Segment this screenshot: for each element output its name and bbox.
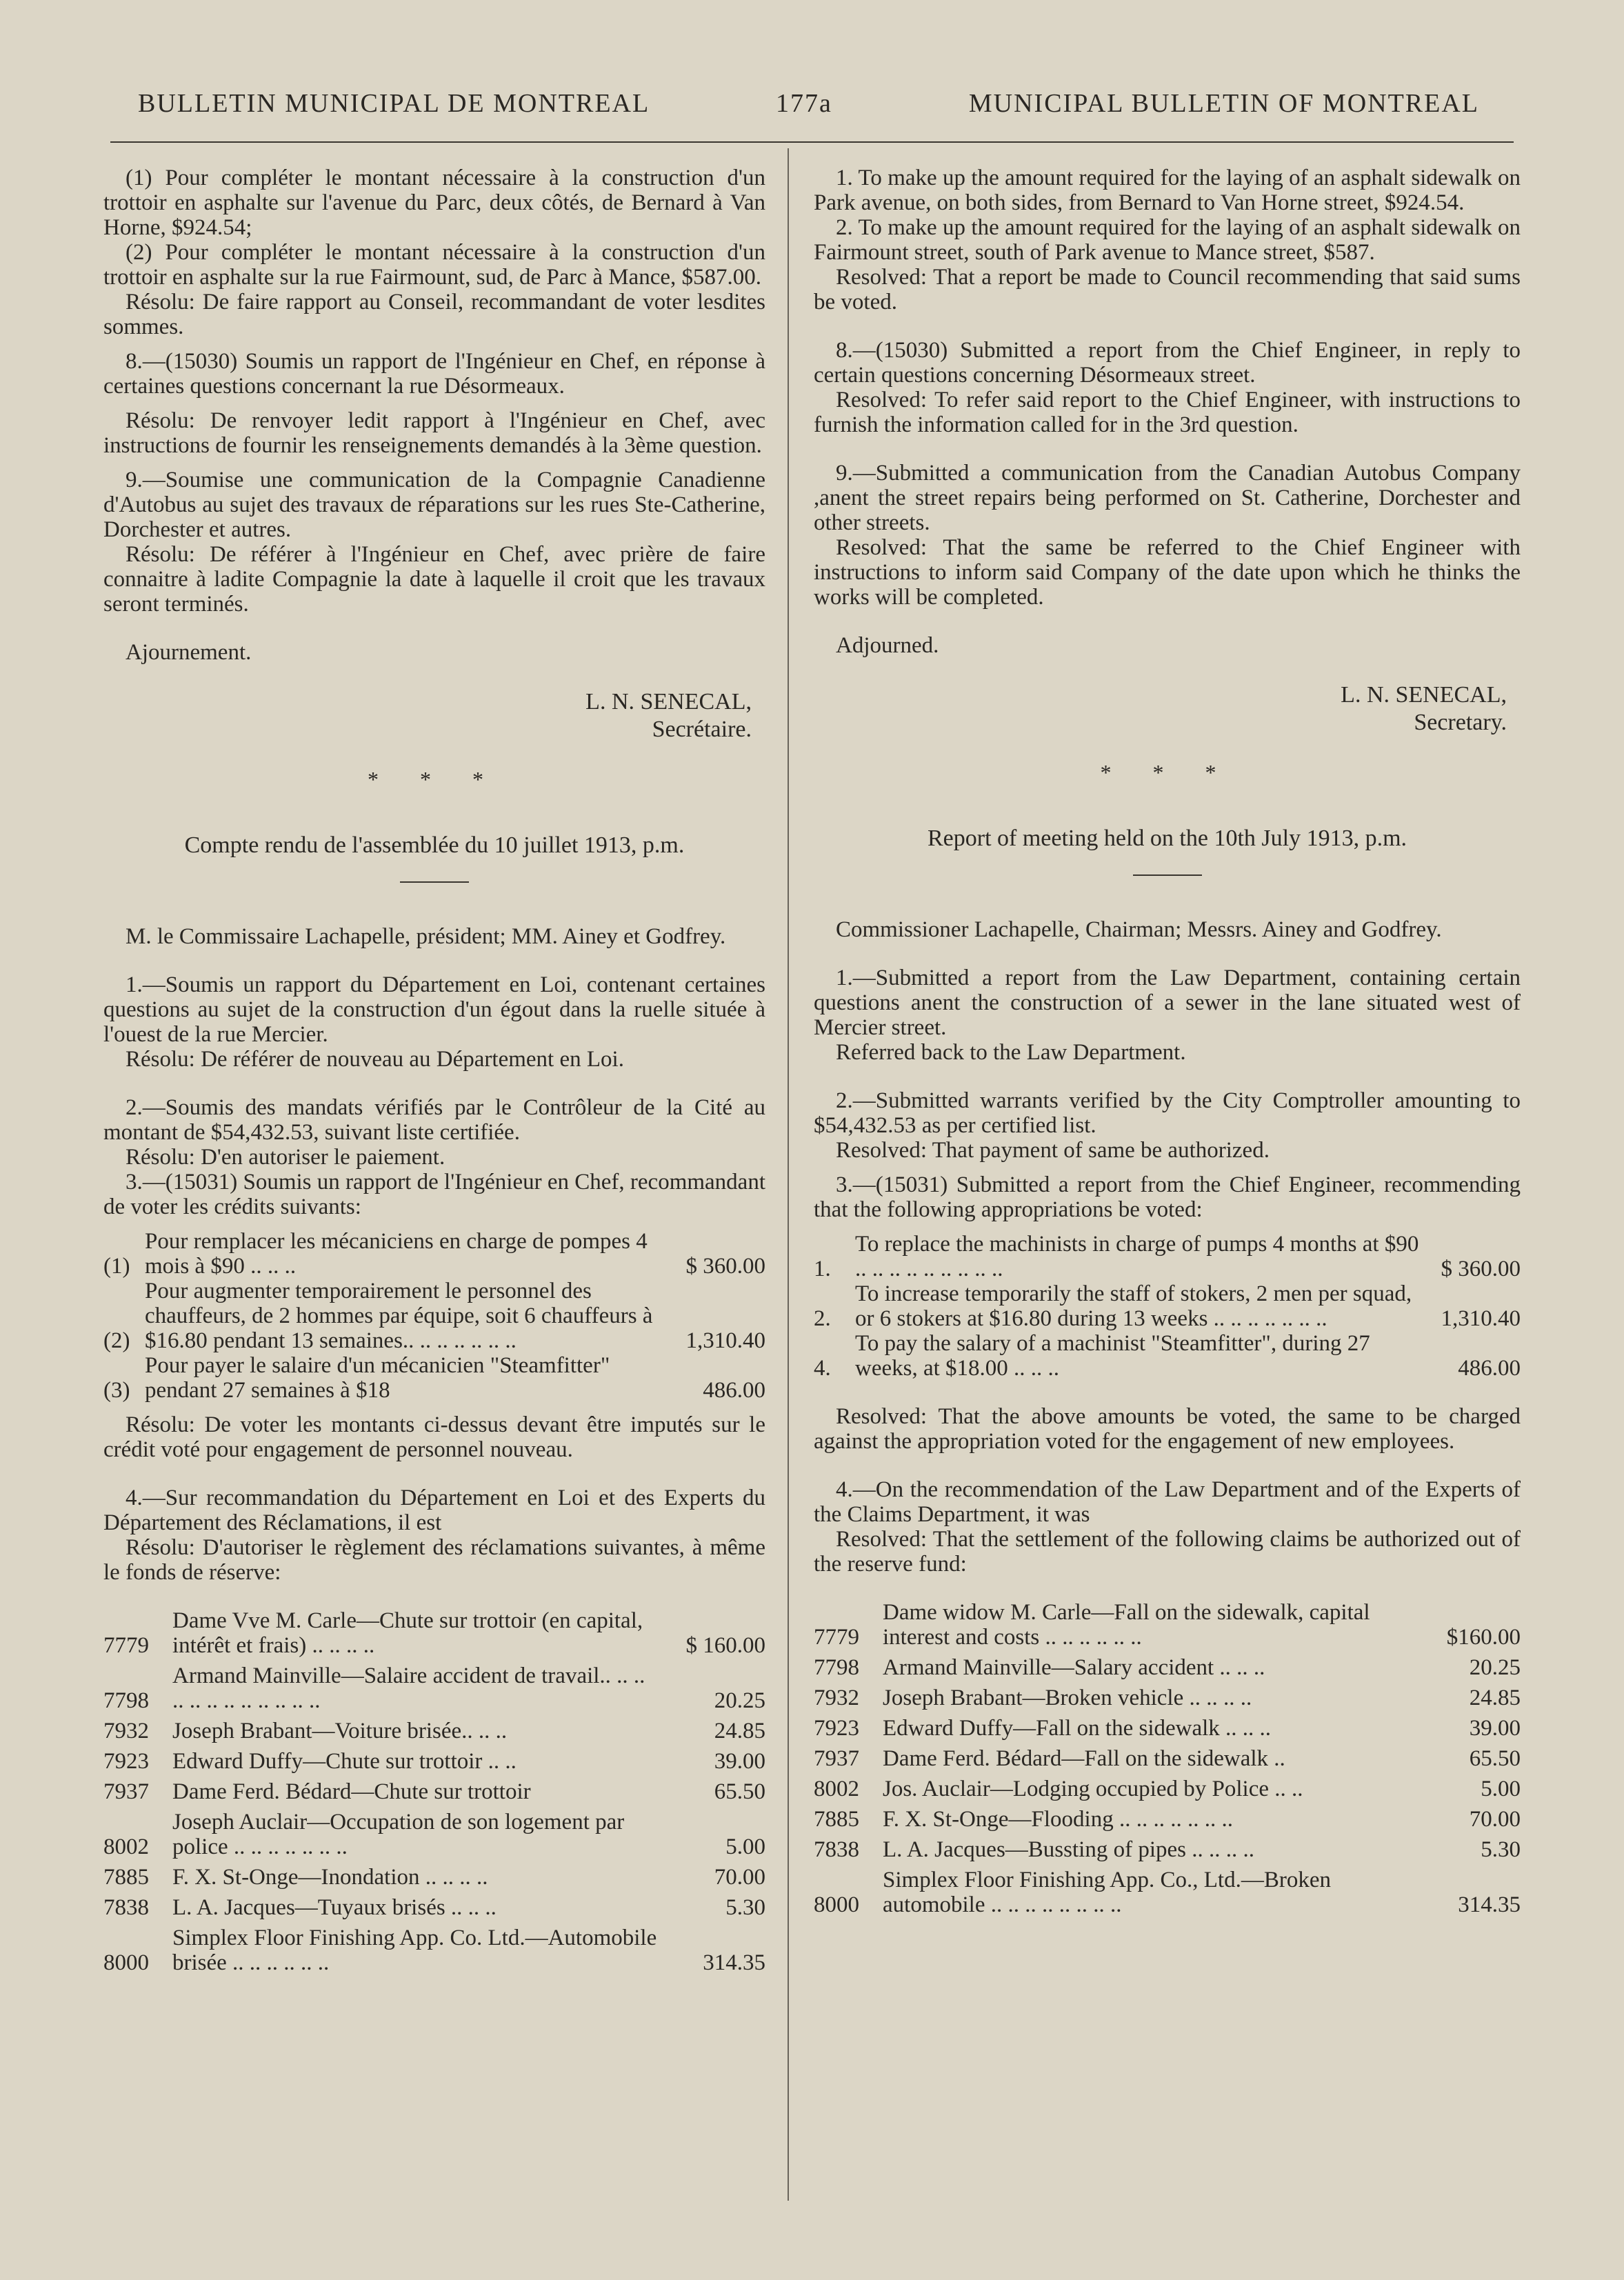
claim-number: 7885 <box>103 1865 149 1890</box>
list-item <box>103 1719 765 1743</box>
fr-paragraph: 1.—Soumis un rapport du Département en Loi, contenant certaines questions au sujet de la construction d'un égout dans la ruelle située à l'ouest de la rue Mercier. <box>103 972 765 1047</box>
claim-description: Dame Ferd. Bédard—Chute sur trottoir <box>172 1779 531 1804</box>
claim-amount: 20.25 <box>714 1688 765 1713</box>
item-number: (1) <box>103 1254 130 1279</box>
list-item <box>814 1655 1521 1680</box>
claim-amount: 5.00 <box>725 1834 765 1859</box>
fr-signature-title: Secrétaire. <box>652 717 752 742</box>
list-item <box>103 1608 765 1658</box>
claim-amount: 65.50 <box>1469 1746 1521 1771</box>
list-item <box>814 1686 1521 1710</box>
en-paragraph: Resolved: That the settlement of the following claims be authorized out of the reserve fund: <box>814 1527 1521 1577</box>
english-column <box>814 166 1521 1923</box>
claim-number: 7838 <box>103 1895 149 1920</box>
fr-claims-list <box>103 1608 765 1975</box>
fr-paragraph: 9.—Soumise une communication de la Compagnie Canadienne d'Autobus au sujet des travaux de réparations sur les rues Ste-Catherine, Dorchester et autres. <box>103 468 765 542</box>
claim-number: 7932 <box>103 1719 149 1743</box>
fr-paragraph: 3.—(15031) Soumis un rapport de l'Ingénieur en Chef, recommandant de voter les crédits suivants: <box>103 1170 765 1219</box>
claim-description: Dame Vve M. Carle—Chute sur trottoir (en capital, intérêt et frais) .. .. .. .. <box>172 1608 643 1658</box>
en-appropriation-list <box>814 1232 1521 1381</box>
list-item <box>103 1279 765 1353</box>
en-section-stars: * * * <box>1100 760 1234 785</box>
claim-number: 7838 <box>814 1837 859 1862</box>
item-number: 2. <box>814 1306 831 1331</box>
fr-paragraph: Résolu: De faire rapport au Conseil, recommandant de voter lesdites sommes. <box>103 290 765 339</box>
claim-amount: $ 160.00 <box>685 1633 765 1658</box>
item-amount: 1,310.40 <box>1441 1306 1521 1331</box>
claim-description: F. X. St-Onge—Flooding .. .. .. .. .. .. .. <box>883 1807 1233 1832</box>
fr-paragraph: (2) Pour compléter le montant nécessaire à la construction d'un trottoir en asphalte sur la rue Fairmount, sud, de Parc à Mance, $587.00. <box>103 240 765 290</box>
claim-amount: 70.00 <box>714 1865 765 1890</box>
claim-number: 7923 <box>103 1749 149 1774</box>
claim-number: 7932 <box>814 1686 859 1710</box>
claim-number: 7798 <box>814 1655 859 1680</box>
claim-amount: 39.00 <box>714 1749 765 1774</box>
fr-adjournment: Ajournement. <box>126 640 252 665</box>
list-item <box>103 1353 765 1403</box>
en-paragraph: 2.—Submitted warrants verified by the City Comptroller amounting to $54,432.53 as per certified list. <box>814 1088 1521 1138</box>
en-paragraph: 1. To make up the amount required for the laying of an asphalt sidewalk on Park avenue, on both sides, from Bernard to Van Horne street, $924.54. <box>814 166 1521 215</box>
claim-number: 8000 <box>103 1950 149 1975</box>
item-number: 4. <box>814 1356 831 1381</box>
claim-number: 8000 <box>814 1892 859 1917</box>
item-amount: 486.00 <box>1458 1356 1521 1381</box>
claim-description: Dame widow M. Carle—Fall on the sidewalk, capital interest and costs .. .. .. .. .. .. <box>883 1600 1370 1650</box>
item-description: To replace the machinists in charge of pumps 4 months at $90 .. .. .. .. .. .. .. .. .. <box>855 1232 1419 1281</box>
claim-amount: 24.85 <box>1469 1686 1521 1710</box>
claim-number: 7779 <box>103 1633 149 1658</box>
en-paragraph: 8.—(15030) Submitted a report from the Chief Engineer, in reply to certain questions concerning Désormeaux street. <box>814 338 1521 388</box>
fr-paragraph: Résolu: De référer à l'Ingénieur en Chef, avec prière de faire connaitre à ladite Compagnie la date à laquelle il croit que les travaux seront terminés. <box>103 542 765 617</box>
claim-amount: 5.30 <box>725 1895 765 1920</box>
list-item <box>814 1716 1521 1741</box>
fr-paragraph: 2.—Soumis des mandats vérifiés par le Contrôleur de la Cité au montant de $54,432.53, suivant liste certifiée. <box>103 1095 765 1145</box>
fr-paragraph: Résolu: D'en autoriser le paiement. <box>126 1145 445 1170</box>
en-paragraph: 2. To make up the amount required for the laying of an asphalt sidewalk on Fairmount street, south of Park avenue to Mance street, $587. <box>814 215 1521 265</box>
page-number: 177a <box>776 89 832 118</box>
en-paragraph: Resolved: That the same be referred to the Chief Engineer with instructions to inform said Company of the date upon which he thinks the works will be completed. <box>814 535 1521 610</box>
claim-amount: 65.50 <box>714 1779 765 1804</box>
fr-paragraph: Résolu: De référer de nouveau au Département en Loi. <box>126 1047 624 1072</box>
claim-amount: 314.35 <box>703 1950 765 1975</box>
fr-signature <box>103 688 765 743</box>
item-description: To increase temporarily the staff of stokers, 2 men per squad, or 6 stokers at $16.80 during 13 weeks .. .. .. .. .. .. .. <box>855 1281 1412 1331</box>
header-right-title: MUNICIPAL BULLETIN OF MONTREAL <box>968 89 1479 118</box>
claim-number: 7923 <box>814 1716 859 1741</box>
item-number: 1. <box>814 1257 831 1281</box>
en-paragraph: 1.—Submitted a report from the Law Department, containing certain questions anent the construction of a sewer in the lane situated west of Mercier street. <box>814 966 1521 1040</box>
page-header <box>103 88 1514 130</box>
claim-description: Armand Mainville—Salary accident .. .. .. <box>883 1655 1265 1680</box>
list-item <box>814 1331 1521 1381</box>
claim-description: Edward Duffy—Chute sur trottoir .. .. <box>172 1749 517 1774</box>
claim-number: 8002 <box>103 1834 149 1859</box>
list-item <box>103 1895 765 1920</box>
en-meeting-title: Report of meeting held on the 10th July 1913, p.m. <box>927 826 1407 851</box>
item-amount: $ 360.00 <box>685 1254 765 1279</box>
claim-amount: 70.00 <box>1469 1807 1521 1832</box>
fr-paragraph: Résolu: D'autoriser le règlement des réclamations suivantes, à même le fonds de réserve: <box>103 1535 765 1585</box>
fr-section-stars: * * * <box>368 767 501 792</box>
claim-amount: 24.85 <box>714 1719 765 1743</box>
claim-number: 7798 <box>103 1688 149 1713</box>
claim-description: Joseph Brabant—Broken vehicle .. .. .. .. <box>883 1686 1252 1710</box>
claim-description: Simplex Floor Finishing App. Co. Ltd.—Automobile brisée .. .. .. .. .. .. <box>172 1926 657 1975</box>
list-item <box>814 1807 1521 1832</box>
list-item <box>814 1868 1521 1917</box>
claim-number: 7885 <box>814 1807 859 1832</box>
claim-description: Joseph Brabant—Voiture brisée.. .. .. <box>172 1719 508 1743</box>
en-paragraph: Resolved: That payment of same be authorized. <box>836 1138 1270 1163</box>
item-description: Pour remplacer les mécaniciens en charge de pompes 4 mois à $90 .. .. .. <box>145 1229 648 1279</box>
claim-amount: $160.00 <box>1446 1625 1521 1650</box>
en-paragraph: Resolved: That the above amounts be voted, the same to be charged against the appropriation voted for the engagement of new employees. <box>814 1404 1521 1454</box>
list-item <box>814 1281 1521 1331</box>
en-paragraph: Referred back to the Law Department. <box>836 1040 1186 1065</box>
en-signature-name: L. N. SENECAL, <box>1341 682 1507 708</box>
header-rule <box>110 141 1514 143</box>
fr-paragraph: 8.—(15030) Soumis un rapport de l'Ingénieur en Chef, en réponse à certaines questions concernant la rue Désormeaux. <box>103 349 765 399</box>
column-divider <box>788 148 789 2201</box>
list-item <box>103 1779 765 1804</box>
list-item <box>814 1600 1521 1650</box>
claim-amount: 5.00 <box>1481 1777 1521 1801</box>
fr-meeting-title: Compte rendu de l'assemblée du 10 juillet 1913, p.m. <box>184 832 685 858</box>
claim-description: Edward Duffy—Fall on the sidewalk .. .. .. <box>883 1716 1272 1741</box>
en-signature <box>814 681 1521 737</box>
claim-description: L. A. Jacques—Tuyaux brisés .. .. .. <box>172 1895 497 1920</box>
claim-number: 7937 <box>103 1779 149 1804</box>
claim-number: 8002 <box>814 1777 859 1801</box>
claim-number: 7779 <box>814 1625 859 1650</box>
list-item <box>103 1865 765 1890</box>
claim-amount: 5.30 <box>1481 1837 1521 1862</box>
list-item <box>814 1837 1521 1862</box>
en-signature-title: Secretary. <box>1414 710 1507 735</box>
claim-description: L. A. Jacques—Bussting of pipes .. .. .. .. <box>883 1837 1254 1862</box>
fr-signature-name: L. N. SENECAL, <box>585 689 752 714</box>
claim-description: Joseph Auclair—Occupation de son logement par police .. .. .. .. .. .. .. <box>172 1810 625 1859</box>
list-item <box>103 1229 765 1279</box>
en-paragraph: 3.—(15031) Submitted a report from the Chief Engineer, recommending that the following appropriations be voted: <box>814 1172 1521 1222</box>
item-description: To pay the salary of a machinist "Steamfitter", during 27 weeks, at $18.00 .. .. .. <box>855 1331 1370 1381</box>
list-item <box>814 1746 1521 1771</box>
french-column <box>103 166 765 1981</box>
claim-amount: 314.35 <box>1458 1892 1521 1917</box>
item-amount: 486.00 <box>703 1378 765 1403</box>
claim-description: Dame Ferd. Bédard—Fall on the sidewalk .. <box>883 1746 1285 1771</box>
item-description: Pour payer le salaire d'un mécanicien "Steamfitter" pendant 27 semaines à $18 <box>145 1353 610 1403</box>
item-description: Pour augmenter temporairement le personnel des chauffeurs, de 2 hommes par équipe, soit 6 chauffeurs à $16.80 pendant 13 semaines.. .. .. .. .. .. .. <box>145 1279 653 1353</box>
claim-description: F. X. St-Onge—Inondation .. .. .. .. <box>172 1865 488 1890</box>
fr-paragraph: Résolu: De voter les montants ci-dessus devant être imputés sur le crédit voté pour engagement de personnel nouveau. <box>103 1412 765 1462</box>
en-claims-list <box>814 1600 1521 1917</box>
en-paragraph: Commissioner Lachapelle, Chairman; Messrs. Ainey and Godfrey. <box>836 917 1442 942</box>
en-paragraph: Resolved: That a report be made to Council recommending that said sums be voted. <box>814 265 1521 314</box>
item-amount: $ 360.00 <box>1441 1257 1521 1281</box>
list-item <box>103 1810 765 1859</box>
claim-amount: 20.25 <box>1469 1655 1521 1680</box>
en-paragraph: Resolved: To refer said report to the Chief Engineer, with instructions to furnish the information called for in the 3rd question. <box>814 388 1521 437</box>
claim-amount: 39.00 <box>1469 1716 1521 1741</box>
claim-description: Jos. Auclair—Lodging occupied by Police .. .. <box>883 1777 1303 1801</box>
fr-paragraph: Résolu: De renvoyer ledit rapport à l'Ingénieur en Chef, avec instructions de fournir les renseignements demandés à la 3ème question. <box>103 408 765 458</box>
fr-paragraph: (1) Pour compléter le montant nécessaire à la construction d'un trottoir en asphalte sur l'avenue du Parc, deux côtés, de Bernard à Van Horne, $924.54; <box>103 166 765 240</box>
fr-paragraph: M. le Commissaire Lachapelle, président; MM. Ainey et Godfrey. <box>126 924 726 949</box>
claim-number: 7937 <box>814 1746 859 1771</box>
item-amount: 1,310.40 <box>685 1328 765 1353</box>
item-number: (2) <box>103 1328 130 1353</box>
claim-description: Simplex Floor Finishing App. Co., Ltd.—Broken automobile .. .. .. .. .. .. .. .. <box>883 1868 1331 1917</box>
list-item <box>103 1749 765 1774</box>
list-item <box>814 1232 1521 1281</box>
item-number: (3) <box>103 1378 130 1403</box>
list-item <box>814 1777 1521 1801</box>
list-item <box>103 1663 765 1713</box>
list-item <box>103 1926 765 1975</box>
header-left-title: BULLETIN MUNICIPAL DE MONTREAL <box>138 89 650 118</box>
en-paragraph: 9.—Submitted a communication from the Canadian Autobus Company ,anent the street repairs being performed on St. Catherine, Dorchester and other streets. <box>814 461 1521 535</box>
en-adjournment: Adjourned. <box>836 633 939 658</box>
en-paragraph: 4.—On the recommendation of the Law Department and of the Experts of the Claims Department, it was <box>814 1477 1521 1527</box>
claim-description: Armand Mainville—Salaire accident de travail.. .. .. .. .. .. .. .. .. .. .. .. <box>172 1663 645 1713</box>
fr-paragraph: 4.—Sur recommandation du Département en Loi et des Experts du Département des Réclamations, il est <box>103 1486 765 1535</box>
fr-appropriation-list <box>103 1229 765 1403</box>
